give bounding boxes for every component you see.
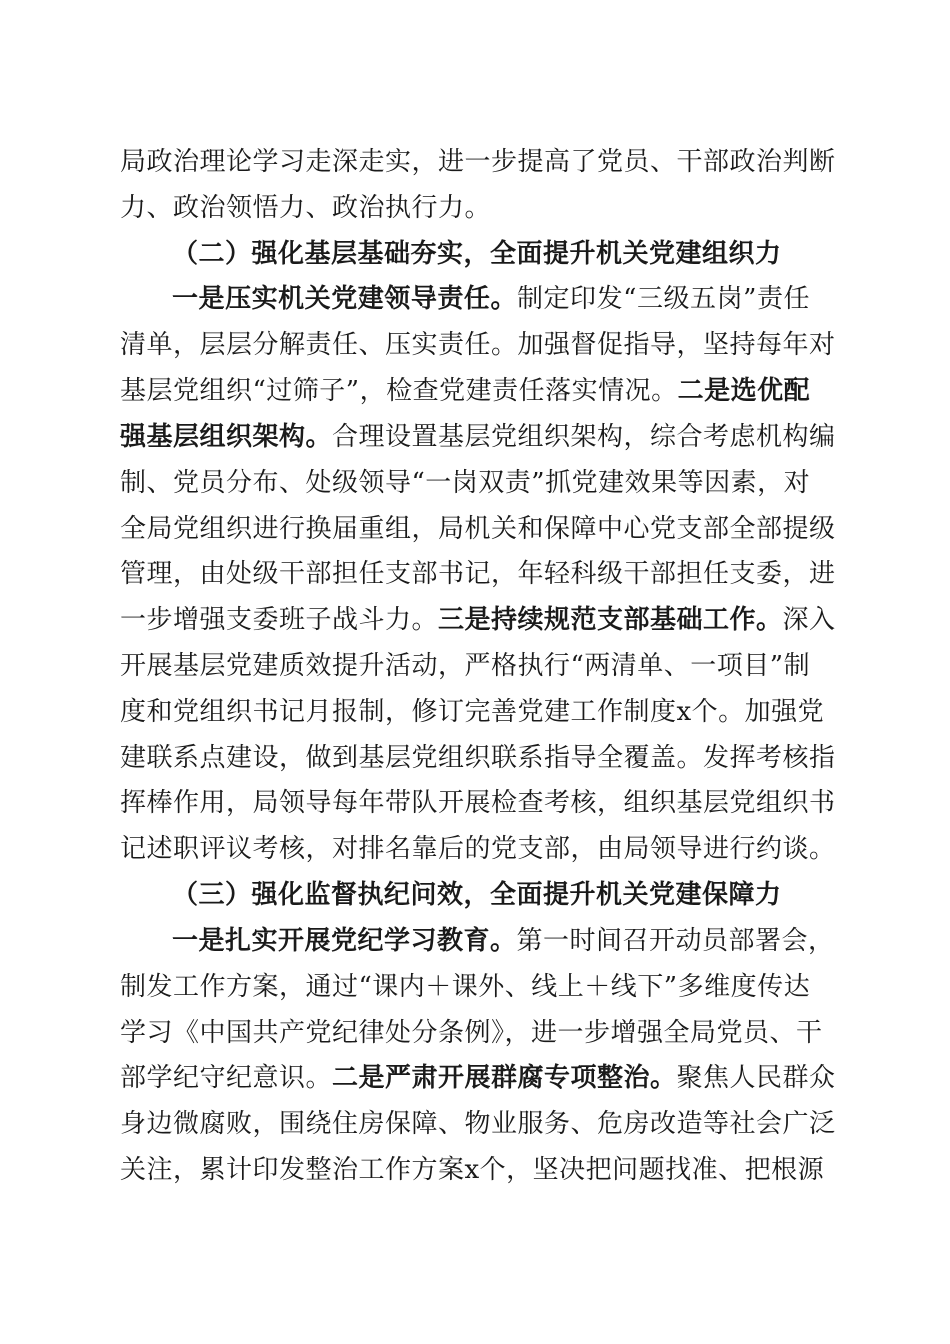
line-text: 制发工作方案，通过“课内＋课外、线上＋线下”多维度传达 (120, 972, 811, 1002)
body-line (120, 1058, 836, 1098)
section-heading (172, 234, 812, 274)
line-text: 基层党组织“过筛子”，检查党建责任落实情况。 (120, 376, 678, 406)
line-text: 度和党组织书记月报制，修订完善党建工作制度x个。加强党 (120, 697, 825, 727)
line-text: 开展基层党建质效提升活动，严格执行“两清单、一项目”制 (120, 651, 811, 681)
bold-lead: 三是持续规范支部基础工作。 (438, 605, 783, 635)
line-text: 挥棒作用，局领导每年带队开展检查考核，组织基层党组织书 (120, 788, 836, 818)
line-text: 制定印发“三级五岗”责任 (516, 284, 810, 314)
body-line (120, 325, 836, 365)
body-line (120, 1104, 836, 1144)
body-line (120, 600, 836, 640)
line-text: 身边微腐败，围绕住房保障、物业服务、危房改造等社会广泛 (120, 1109, 836, 1139)
line-text: 部学纪守纪意识。 (120, 1063, 333, 1093)
line-text: 力、政治领悟力、政治执行力。 (120, 193, 492, 223)
body-line (120, 188, 810, 228)
body-line (120, 509, 836, 549)
body-line (172, 279, 810, 319)
body-line (120, 1150, 825, 1190)
bold-lead: 强基层组织架构。 (120, 422, 333, 452)
line-text: 清单，层层分解责任、压实责任。加强督促指导，坚持每年对 (120, 330, 836, 360)
line-text: 学习《中国共产党纪律处分条例》，进一步增强全局党员、干 (120, 1018, 823, 1048)
body-line (120, 371, 810, 411)
line-text: 聚焦人民群众 (676, 1063, 836, 1093)
line-text: 管理，由处级干部担任支部书记，年轻科级干部担任支委，进 (120, 559, 836, 589)
bold-lead: 二是严肃开展群腐专项整治。 (332, 1063, 677, 1093)
body-line (120, 738, 836, 778)
line-text: 合理设置基层党组织架构，综合考虑机构编 (332, 422, 836, 452)
heading-text: （三）强化监督执纪问效，全面提升机关党建保障力 (172, 880, 782, 910)
body-line (120, 142, 836, 182)
line-text: 第一时间召开动员部署会， (516, 926, 835, 956)
heading-text: （二）强化基层基础夯实，全面提升机关党建组织力 (172, 239, 782, 269)
line-text: 关注，累计印发整治工作方案x个，坚决把问题找准、把根源 (120, 1155, 825, 1185)
body-line (120, 783, 836, 823)
body-line (120, 692, 825, 732)
body-line (172, 921, 835, 961)
line-text: 一步增强支委班子战斗力。 (120, 605, 439, 635)
line-text: 记述职评议考核，对排名靠后的党支部，由局领导进行约谈。 (120, 834, 836, 864)
bold-lead: 二是选优配 (677, 376, 811, 406)
line-text: 局政治理论学习走深走实，进一步提高了党员、干部政治判断 (120, 147, 836, 177)
body-line (120, 463, 810, 503)
section-heading (172, 875, 812, 915)
body-line (120, 554, 836, 594)
bold-lead: 一是压实机关党建领导责任。 (172, 284, 517, 314)
body-line (120, 967, 810, 1007)
line-text: 深入 (782, 605, 836, 635)
line-text: 全局党组织进行换届重组，局机关和保障中心党支部全部提级 (120, 514, 836, 544)
bold-lead: 一是扎实开展党纪学习教育。 (172, 926, 517, 956)
body-line (120, 1013, 823, 1053)
body-line (120, 829, 836, 869)
line-text: 制、党员分布、处级领导“一岗双责”抓党建效果等因素，对 (120, 468, 811, 498)
body-line (120, 646, 810, 686)
line-text: 建联系点建设，做到基层党组织联系指导全覆盖。发挥考核指 (120, 743, 836, 773)
body-line (120, 417, 836, 457)
